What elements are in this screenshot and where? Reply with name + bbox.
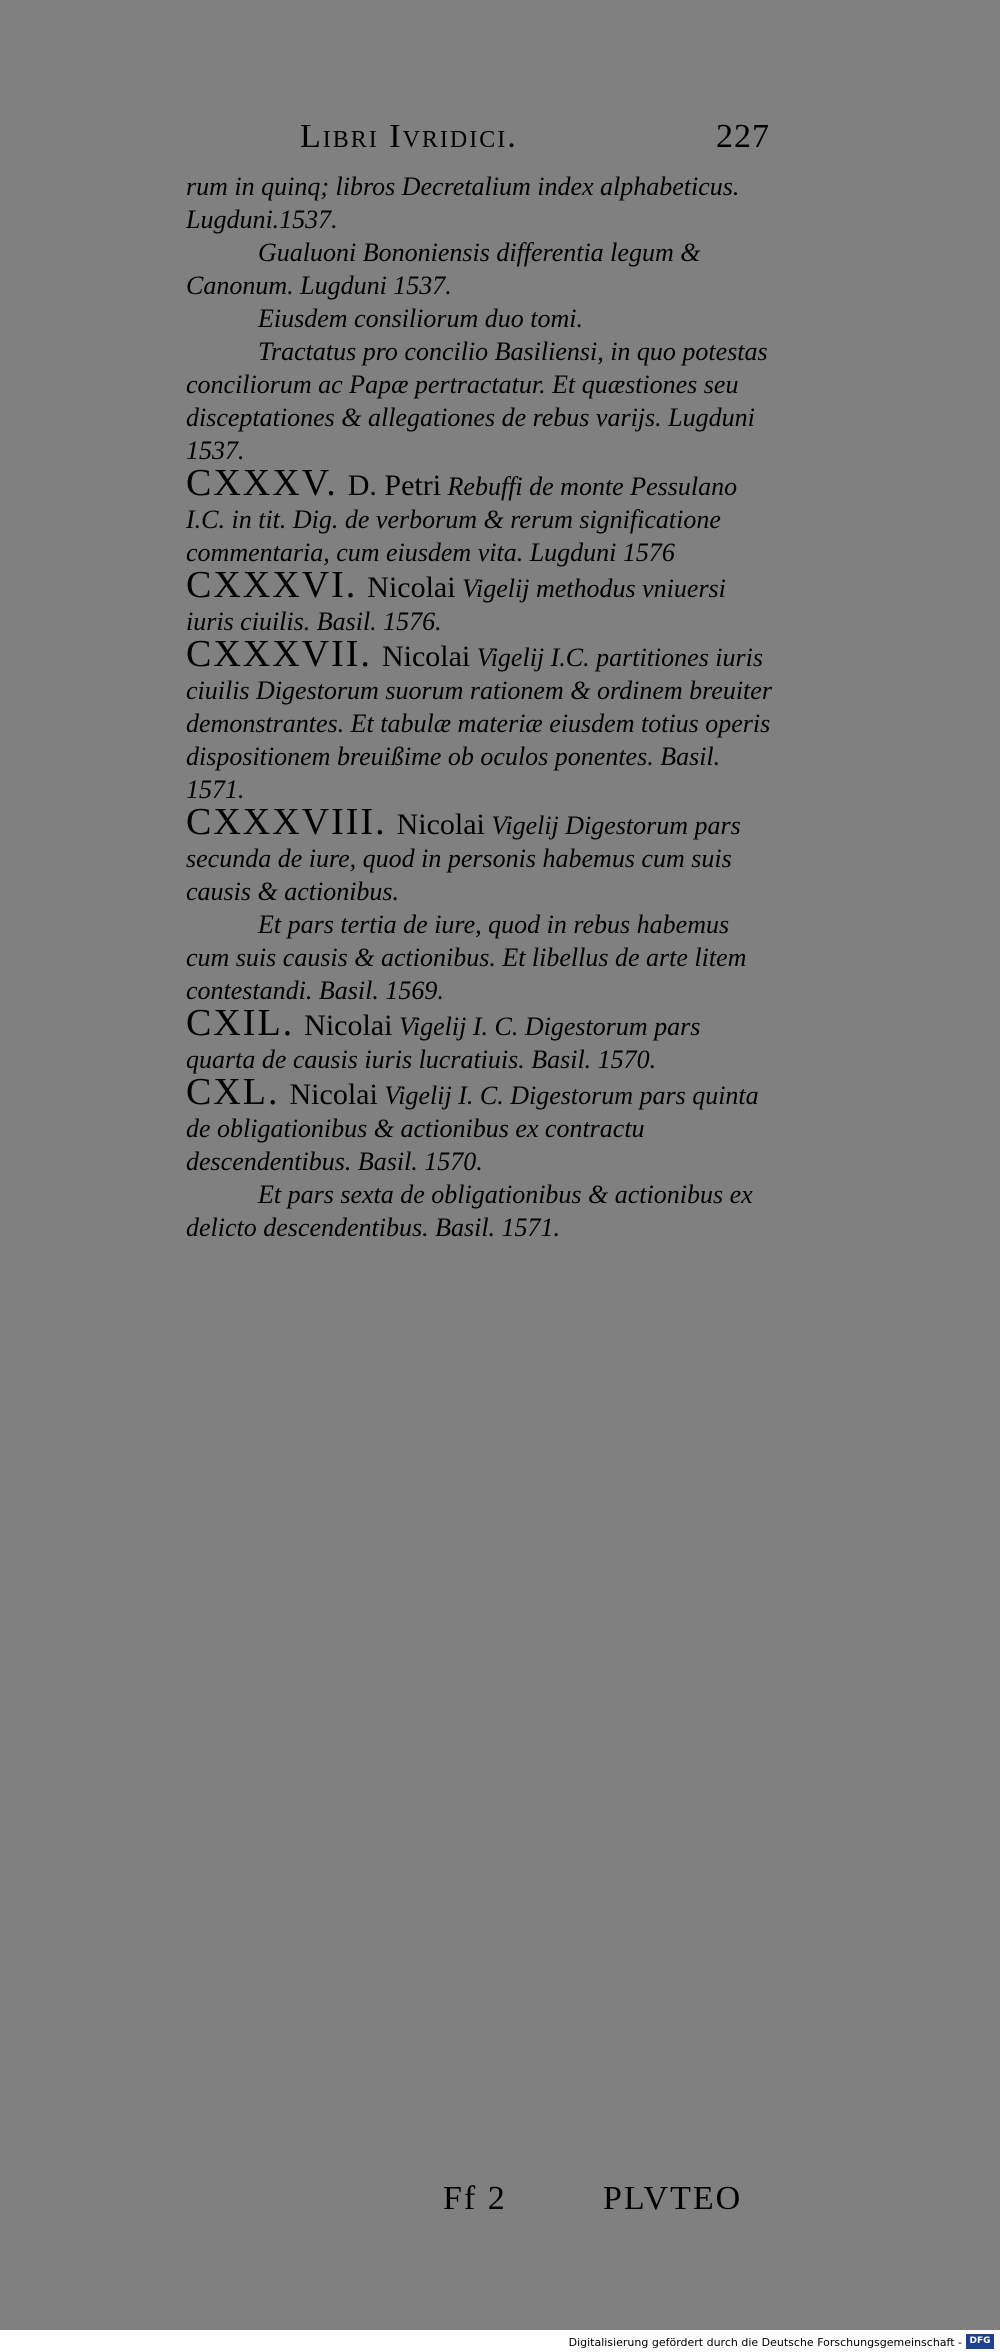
entry-number: CXXXVI. <box>186 564 358 606</box>
entry-tractatus: Tractatus pro concilio Basiliensi, in quo potestas conciliorum ac Papæ pertractatur. Et quæstiones seu disceptationes & allegationes de rebus varijs. Lugduni 1537. <box>186 337 768 465</box>
entry-author: Nicolai <box>304 1009 393 1042</box>
entry-number: CXIL. <box>186 1002 295 1044</box>
entry-author: D. Petri <box>347 469 442 502</box>
entry-author: Nicolai <box>367 571 456 604</box>
entry-continuation: rum in quinq; libros Decretalium index alphabeticus. Lugduni.1537. <box>186 172 740 234</box>
entry-number: CXXXVII. <box>186 633 372 675</box>
page-header <box>300 118 770 156</box>
entry-number: CXXXVIII. <box>186 801 387 843</box>
entry-cxil: CXIL. Nicolai Vigelij I. C. Digestorum pars quarta de causis iuris lucratiuis. Basil. 1570. <box>186 1002 701 1074</box>
entry-author: Nicolai <box>381 640 471 673</box>
running-title: Libri Ivridici. <box>300 118 518 155</box>
entry-number: CXL. <box>186 1071 280 1113</box>
entry-number: CXXXV. <box>186 462 338 504</box>
entry-pars-sexta: Et pars sexta de obligationibus & actionibus ex delicto descendentibus. Basil. 1571. <box>186 1180 753 1242</box>
digitization-credit-bar <box>0 2330 1000 2352</box>
entry-cxl: CXL. Nicolai Vigelij I. C. Digestorum pars quinta de obligationibus & actionibus ex contractu descendentibus. Basil. 1570. <box>186 1071 759 1176</box>
catchword: PLVTEO <box>603 2180 743 2217</box>
entry-cxxxviii: CXXXVIII. Nicolai Vigelij Digestorum pars secunda de iure, quod in personis habemus cum suis causis & actionibus. <box>186 801 741 906</box>
page-footer <box>443 2180 843 2218</box>
entry-cxxxvi: CXXXVI. Nicolai Vigelij methodus vniuersi iuris ciuilis. Basil. 1576. <box>186 564 726 636</box>
entry-cxxxvii: CXXXVII. Nicolai Vigelij I.C. partitiones iuris ciuilis Digestorum suorum rationem & ordinem breuiter demonstrantes. Et tabulæ materiæ eiusdem totius operis dispositionem breuißime ob oculos ponentes. Basil. 1571. <box>186 633 772 804</box>
entry-gualuoni: Gualuoni Bononiensis differentia legum & Canonum. Lugduni 1537. <box>186 238 701 300</box>
catalog-text <box>186 170 774 1244</box>
credit-text: Digitalisierung gefördert durch die Deutsche Forschungsgemeinschaft - <box>568 2336 962 2349</box>
signature-mark: Ff 2 <box>443 2180 507 2217</box>
dfg-logo-icon: DFG <box>966 2334 994 2349</box>
entry-author: Nicolai <box>396 808 485 841</box>
entry-author: Nicolai <box>289 1078 378 1111</box>
folio-number: 227 <box>716 118 770 155</box>
entry-pars-tertia: Et pars tertia de iure, quod in rebus habemus cum suis causis & actionibus. Et libellus de arte litem contestandi. Basil. 1569. <box>186 910 747 1005</box>
entry-consiliorum: Eiusdem consiliorum duo tomi. <box>258 304 583 333</box>
entry-cxxxv: CXXXV. D. Petri Rebuffi de monte Pessulano I.C. in tit. Dig. de verborum & rerum significatione commentaria, cum eiusdem vita. Lugduni 1576 <box>186 462 738 567</box>
